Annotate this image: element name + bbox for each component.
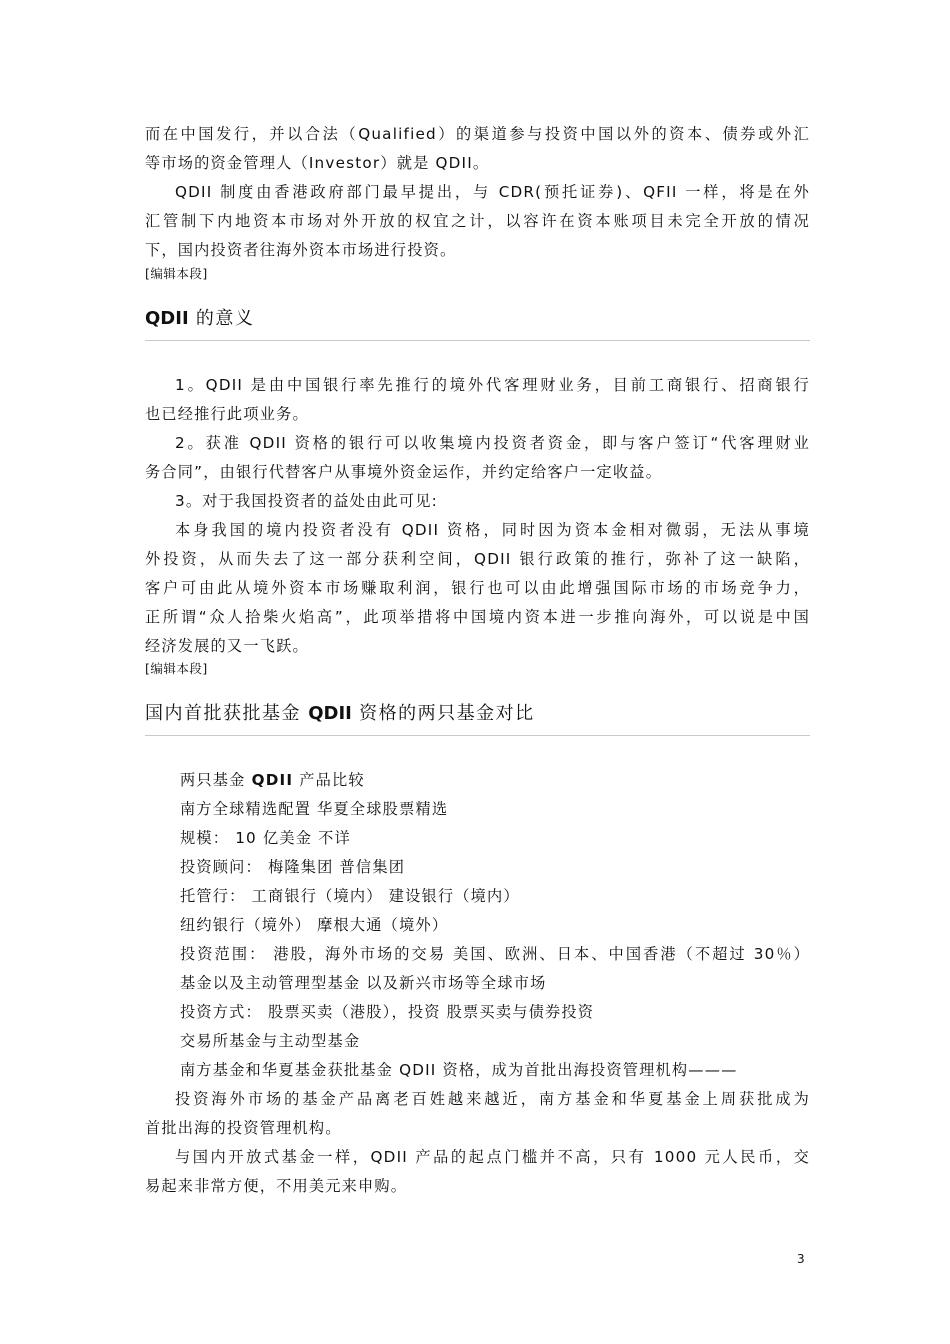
- compare-line-15: 易起来非常方便，不用美元来申购。: [145, 1177, 408, 1195]
- meaning-line-6: 本身我国的境内投资者没有 QDII 资格，同时因为资本金相对微弱，无法从事境: [175, 521, 810, 539]
- compare-line-4: 投资顾问： 梅隆集团 普信集团: [180, 858, 406, 876]
- compare-line-10: 交易所基金与主动型基金: [180, 1032, 361, 1050]
- meaning-line-9: 正所谓“众人拾柴火焰高”，此项举措将中国境内资本进一步推向海外，可以说是中国: [145, 608, 810, 626]
- intro-p1-line1: 而在中国发行，并以合法（Qualified）的渠道参与投资中国以外的资本、债券或外汇: [145, 125, 810, 143]
- heading-text: 的意义: [188, 308, 255, 329]
- meaning-line-4: 务合同”，由银行代替客户从事境外资金运作，并约定给客户一定收益。: [145, 463, 663, 481]
- section-heading-meaning: [145, 307, 254, 331]
- compare-text: 两只基金: [180, 771, 252, 789]
- section-divider: [145, 735, 810, 736]
- heading-text: 资格的两只基金对比: [351, 703, 535, 724]
- intro-p1-line2: 等市场的资金管理人（Investor）就是 QDII。: [145, 154, 490, 172]
- meaning-line-8: 客户可由此从境外资本市场赚取利润，银行也可以由此增强国际市场的市场竞争力，: [145, 579, 810, 597]
- compare-line-8: 基金以及主动管理型基金 以及新兴市场等全球市场: [180, 974, 547, 992]
- meaning-line-2: 也已经推行此项业务。: [145, 405, 309, 423]
- intro-p2-line3: 下，国内投资者往海外资本市场进行投资。: [145, 241, 457, 259]
- compare-line-13: 首批出海的投资管理机构。: [145, 1119, 342, 1137]
- edit-section-link[interactable]: [编辑本段]: [145, 661, 208, 676]
- meaning-line-10: 经济发展的又一飞跃。: [145, 637, 309, 655]
- section-divider: [145, 340, 810, 341]
- compare-line-3: 规模： 10 亿美金 不详: [180, 829, 351, 847]
- meaning-line-5: 3。对于我国投资者的益处由此可见:: [175, 492, 438, 510]
- compare-line-2: 南方全球精选配置 华夏全球股票精选: [180, 800, 449, 818]
- compare-line-9: 投资方式： 股票买卖（港股），投资 股票买卖与债券投资: [180, 1003, 595, 1021]
- edit-section-link[interactable]: [编辑本段]: [145, 266, 208, 281]
- heading-bold-text: QDII: [308, 703, 352, 724]
- heading-bold-text: QDII: [145, 308, 189, 329]
- compare-line-6: 纽约银行（境外） 摩根大通（境外）: [180, 916, 449, 934]
- section-heading-comparison: [145, 702, 535, 726]
- compare-line-14: 与国内开放式基金一样，QDII 产品的起点门槛并不高，只有 1000 元人民币，交: [175, 1148, 810, 1166]
- intro-p2-line2: 汇管制下内地资本市场对外开放的权宜之计，以容许在资本账项目未完全开放的情况: [145, 212, 810, 230]
- meaning-line-1: 1。QDII 是由中国银行率先推行的境外代客理财业务，目前工商银行、招商银行: [175, 376, 810, 394]
- compare-line-5: 托管行： 工商银行（境内） 建设银行（境内）: [180, 887, 520, 905]
- intro-p2-line1: QDII 制度由香港政府部门最早提出，与 CDR(预托证券)、QFII 一样，将是在外: [175, 183, 810, 201]
- page-number: 3: [797, 1252, 805, 1266]
- compare-bold-text: QDII: [251, 771, 294, 789]
- compare-line-1: [180, 770, 810, 790]
- compare-line-11: 南方基金和华夏基金获批基金 QDII 资格，成为首批出海投资管理机构———: [180, 1061, 738, 1079]
- meaning-line-3: 2。获准 QDII 资格的银行可以收集境内投资者资金，即与客户签订“代客理财业: [175, 434, 810, 452]
- compare-line-12: 投资海外市场的基金产品离老百姓越来越近，南方基金和华夏基金上周获批成为: [175, 1090, 810, 1108]
- compare-line-7: 投资范围： 港股，海外市场的交易 美国、欧洲、日本、中国香港（不超过 30％）: [180, 945, 810, 963]
- heading-text: 国内首批获批基金: [145, 703, 309, 724]
- meaning-line-7: 外投资，从而失去了这一部分获利空间，QDII 银行政策的推行，弥补了这一缺陷，: [145, 550, 810, 568]
- compare-text: 产品比较: [293, 771, 365, 789]
